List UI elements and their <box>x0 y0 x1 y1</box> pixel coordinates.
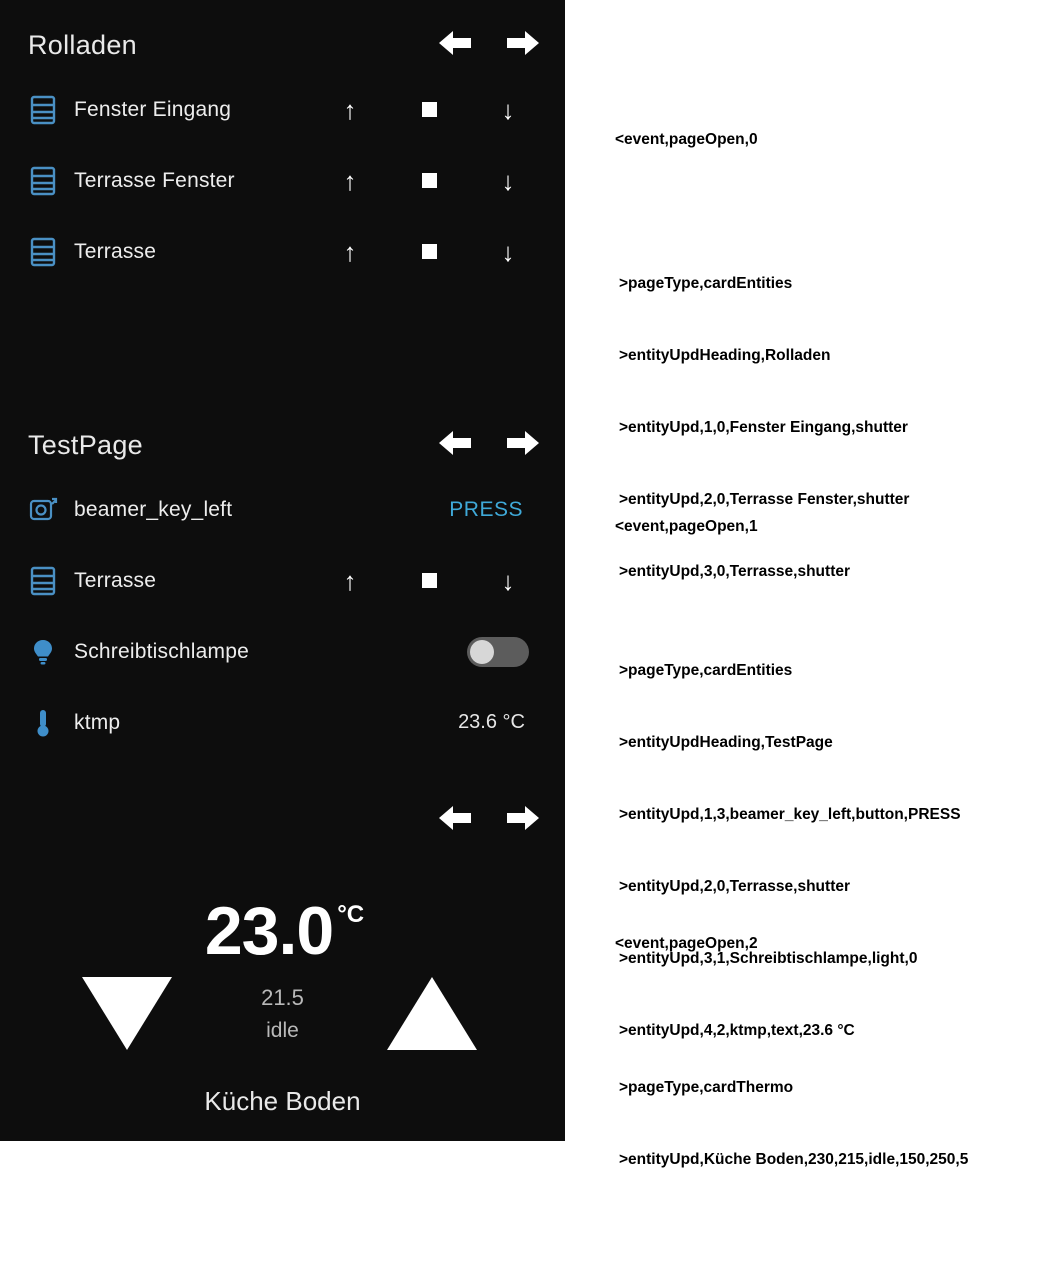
stop-square-icon <box>422 244 437 259</box>
stop-square-icon <box>422 102 437 117</box>
log-line: >entityUpdHeading,Rolladen <box>619 347 831 364</box>
shutter-stop-button[interactable] <box>408 89 450 131</box>
log-event-line: <event,pageOpen,0 <box>615 131 758 148</box>
shutter-up-button[interactable]: ↑ <box>343 94 357 125</box>
entity-control <box>299 711 565 734</box>
entity-control <box>299 89 565 131</box>
log-panel <box>565 0 1045 1168</box>
log-line: >entityUpd,4,2,ktmp,text,23.6 °C <box>619 1022 855 1039</box>
prev-page-arrow-icon[interactable] <box>435 28 475 58</box>
prev-page-arrow-icon[interactable] <box>435 803 475 833</box>
entity-label: Terrasse Fenster <box>74 168 235 192</box>
log-line: >pageType,cardEntities <box>619 275 793 292</box>
next-page-arrow-icon[interactable] <box>503 803 543 833</box>
entity-label: Terrasse <box>74 239 157 263</box>
entity-control <box>299 231 565 273</box>
nav-arrows <box>435 28 543 58</box>
shutter-down-button[interactable]: ↓ <box>501 236 515 267</box>
nav-arrows <box>435 428 543 458</box>
log-event-line: <event,pageOpen,1 <box>615 518 758 535</box>
entity-label: Schreibtischlampe <box>74 639 249 663</box>
shutter-control <box>329 160 529 202</box>
log-line: >entityUpd,1,0,Fenster Eingang,shutter <box>619 419 908 436</box>
page-title: TestPage <box>28 430 143 460</box>
shutter-icon <box>12 237 74 267</box>
shutter-stop-button[interactable] <box>408 160 450 202</box>
thermostat-readout <box>0 893 565 1043</box>
entity-control <box>299 560 565 602</box>
thermostat-body <box>0 849 565 1141</box>
shutter-stop-button[interactable] <box>408 560 450 602</box>
next-page-arrow-icon[interactable] <box>503 428 543 458</box>
shutter-up-button[interactable]: ↑ <box>343 165 357 196</box>
list-item[interactable] <box>0 216 565 287</box>
list-item[interactable] <box>0 616 565 687</box>
list-item <box>0 687 565 758</box>
log-line: >entityUpdHeading,TestPage <box>619 734 833 751</box>
shutter-icon <box>12 566 74 596</box>
entity-label: ktmp <box>74 710 121 734</box>
bulb-icon <box>12 637 74 667</box>
stop-square-icon <box>422 173 437 188</box>
shutter-down-button[interactable]: ↓ <box>501 165 515 196</box>
log-command-lines <box>615 1028 968 1220</box>
log-line: >pageType,cardEntities <box>619 662 793 679</box>
log-entry <box>615 884 968 1268</box>
thermostat-state: idle <box>266 1019 299 1042</box>
entity-label: beamer_key_left <box>74 497 233 521</box>
log-line: >pageType,cardThermo <box>619 1079 794 1096</box>
log-line: >entityUpd,2,0,Terrasse,shutter <box>619 878 851 895</box>
entity-rows <box>0 74 565 287</box>
shutter-up-button[interactable]: ↑ <box>343 565 357 596</box>
entity-value: 23.6 °C <box>458 711 525 733</box>
toggle-knob <box>470 640 494 664</box>
list-item[interactable] <box>0 145 565 216</box>
shutter-stop-button[interactable] <box>408 231 450 273</box>
press-button[interactable]: PRESS <box>449 497 523 521</box>
temperature-unit: °C <box>337 901 365 928</box>
shutter-up-button[interactable]: ↑ <box>343 236 357 267</box>
current-temperature: 23.0 <box>204 893 334 969</box>
card-header <box>0 400 565 474</box>
entity-control <box>299 637 565 667</box>
stop-square-icon <box>422 573 437 588</box>
list-item[interactable] <box>0 74 565 145</box>
card-entities-testpage <box>0 400 565 775</box>
card-header <box>0 0 565 74</box>
shutter-control <box>329 560 529 602</box>
target-temperature: 21.5 <box>261 985 304 1010</box>
shutter-icon <box>12 95 74 125</box>
projector-icon <box>12 495 74 525</box>
thermostat-name: Küche Boden <box>204 1086 361 1116</box>
entity-label: Terrasse <box>74 568 157 592</box>
log-event-line: <event,pageOpen,2 <box>615 935 758 952</box>
shutter-control <box>329 89 529 131</box>
log-line: >entityUpd,Küche Boden,230,215,idle,150,250,5 <box>619 1151 969 1168</box>
entity-control <box>299 498 565 522</box>
shutter-control <box>329 231 529 273</box>
entity-label: Fenster Eingang <box>74 97 232 121</box>
shutter-icon <box>12 166 74 196</box>
log-line: >entityUpd,2,0,Terrasse Fenster,shutter <box>619 491 910 508</box>
entity-rows <box>0 474 565 758</box>
list-item[interactable] <box>0 474 565 545</box>
prev-page-arrow-icon[interactable] <box>435 428 475 458</box>
entity-control <box>299 160 565 202</box>
log-line: >entityUpd,1,3,beamer_key_left,button,PRESS <box>619 806 961 823</box>
page-title: Rolladen <box>28 30 137 60</box>
list-item[interactable] <box>0 545 565 616</box>
next-page-arrow-icon[interactable] <box>503 28 543 58</box>
device-screen <box>0 0 565 1141</box>
card-header <box>0 775 565 849</box>
thermometer-icon <box>12 707 74 739</box>
card-entities-rolladen <box>0 0 565 400</box>
log-line: >entityUpd,3,0,Terrasse,shutter <box>619 563 851 580</box>
shutter-down-button[interactable]: ↓ <box>501 565 515 596</box>
light-toggle-switch[interactable] <box>467 637 529 667</box>
nav-arrows <box>435 803 543 833</box>
log-line: >entityUpd,3,1,Schreibtischlampe,light,0 <box>619 950 918 967</box>
shutter-down-button[interactable]: ↓ <box>501 94 515 125</box>
card-thermo <box>0 775 565 1141</box>
